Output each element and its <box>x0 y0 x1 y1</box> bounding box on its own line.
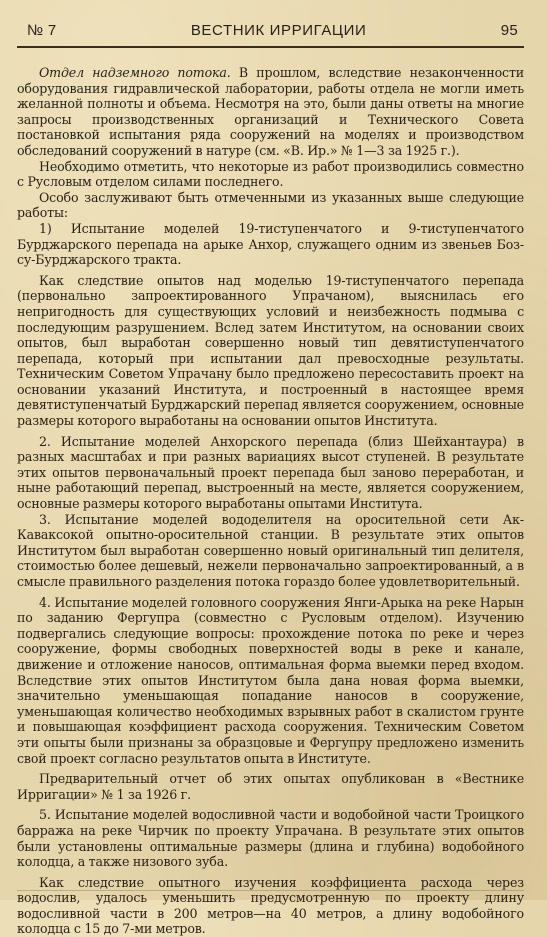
paragraph: 5. Испытание моделей водосливной части и водобойной части Троицкого барража на реке Чирчик по проекту Упрачана. В результате этих опытов были установлены оптимальные размеры (длина и глубина) водобойного колодца, а также низового зуба. <box>17 807 524 870</box>
page-number: 95 <box>500 22 518 39</box>
page-edge <box>17 890 524 891</box>
paragraph: Предварительный отчет об этих опытах опубликован в «Вестнике Ирригации» № 1 за 1926 г. <box>17 771 524 802</box>
paragraph: 4. Испытание моделей головного сооружения Янги-Арыка на реке Нарын по заданию Фергупра (совместно с Русловым отделом). Изучению подвергались следующие вопросы: прохождение потока по реке и через сооружение, формы свободных поверхностей воды в реке и канале, движение и отложение наносов, оптимальная форма выемки перед входом. Вследствие этих опытов Институтом была дана новая форма выемки, значительно уменьшающая попадание наносов в сооружение, уменьшающая количество необходимых взрывных работ в скалистом грунте и повышающая коэффициент расхода сооружения. Техническим Советом эти опыты были признаны за образцовые и Фергупру предложено изменить свой проект согласно результатов опыта в Институте. <box>17 594 524 766</box>
paragraph: 3. Испытание моделей вододелителя на оросительной сети Ак-Каваксокой опытно-оросительной станции. В результате этих опытов Институтом был выработан совершенно новый оригинальный тип делителя, стоимостью более дешевый, нежели первоначально запроектированный, а в смысле правильного разделения потока гораздо более удовлетворительный. <box>17 511 524 589</box>
section-lead: Отдел надземного потока. <box>39 65 231 80</box>
header-rule <box>17 46 524 48</box>
paragraph-text: В прошлом, вследствие незаконченности оборудования гидравлической лаборатории, работы отдела не могли иметь желанной полноты и объема. Несмотря на это, были даны ответы на многие запросы производственных организаций и Технического Совета постановкой испытания ряда сооружений на моделях и производством обследований сооружений в натуре (см. «В. Ир.» № 1—3 за 1925 г.). <box>17 65 524 158</box>
paragraph: Особо заслуживают быть отмеченными из указанных выше следующие работы: <box>17 189 524 221</box>
paragraph: Как следствие опытного изучения коэффициента расхода через водослив, удалось уменьшить предусмотренную по проекту длину водосливной части в 200 метров—на 40 метров, а длину водобойного колодца с 15 до 7-ми метров. <box>17 874 524 937</box>
paragraph <box>17 65 524 159</box>
paragraph: 1) Испытание моделей 19-тиступенчатого и 9-тиступенчатого Бурджарского перепада на арыке Анхор, служащего одним из звеньев Боз-су-Бурджарского тракта. <box>17 220 524 268</box>
paragraph: Необходимо отметить, что некоторые из работ производились совместно с Русловым отделом силами последнего. <box>17 158 524 190</box>
paragraph: 2. Испытание моделей Анхорского перепада (близ Шейхантаура) в разных масштабах и при разных вариациях высот ступеней. В результате этих опытов первоначальный проект перепада был заново переработан, и ныне работающий перепад, выстроенный на месте, является сооружением, основные размеры которого выработаны опытами Института. <box>17 433 524 512</box>
issue-number: № 7 <box>27 22 57 39</box>
running-header <box>17 22 524 44</box>
article-body <box>17 65 524 937</box>
paragraph: Как следствие опытов над моделью 19-тиступенчатого перепада (первонально запроектированного Упрачаном), выяснилась его непригодность для существующих условий и неизбежность подмыва с последующим разрушением. Вслед затем Институтом, на основании своих опытов, был выработан совершенно новый тип девятиступенчатого перепада, который при испытании дал превосходные результаты. Техническим Советом Упрачану было предложено пересоставить проект на основании указаний Института, и построенный в настоящее время девятиступенчатый Бурджарский перепад является сооружением, основные размеры которого выработаны на основании опытов Института. <box>17 272 524 429</box>
journal-title: ВЕСТНИК ИРРИГАЦИИ <box>190 22 367 39</box>
